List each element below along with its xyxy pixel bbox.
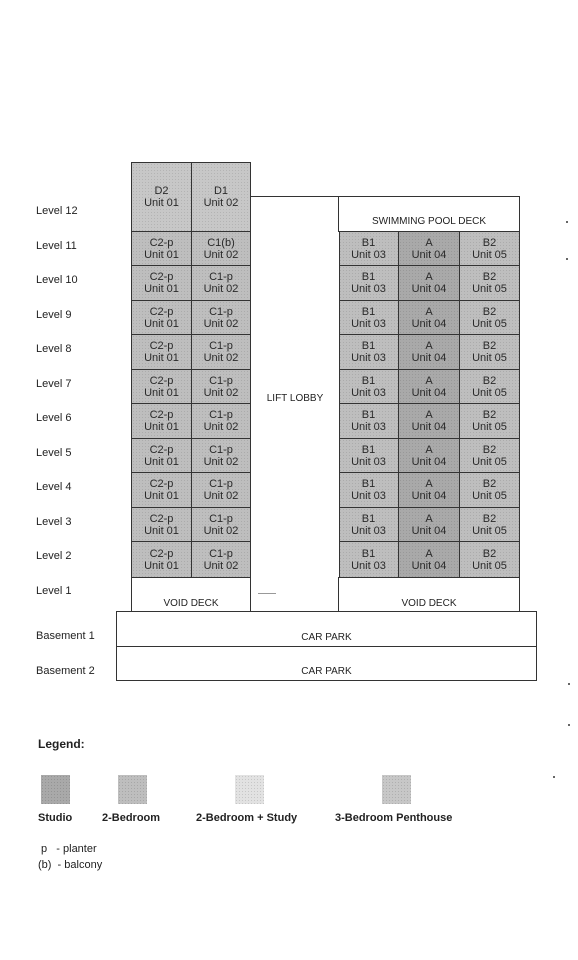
unit-cell-tower-b xyxy=(338,403,399,439)
unit-cell-tower-a xyxy=(131,403,192,439)
unit-cell-tower-b xyxy=(398,265,460,301)
car-park-2-label: CAR PARK xyxy=(301,666,352,677)
unit-number-label: Unit 04 xyxy=(411,524,447,537)
unit-type-label: A xyxy=(425,547,433,560)
unit-type-label: B2 xyxy=(482,271,497,283)
unit-number-label: Unit 04 xyxy=(411,352,447,364)
unit-type-label: C2-p xyxy=(149,374,174,387)
unit-type-label: B1 xyxy=(361,305,376,318)
lift-lobby xyxy=(250,196,340,600)
unit-cell-tower-a xyxy=(131,369,192,404)
unit-number-label: Unit 03 xyxy=(351,248,386,261)
unit-cell-tower-b xyxy=(459,541,520,578)
unit-number-label: Unit 02 xyxy=(203,248,239,261)
unit-cell-tower-a xyxy=(131,334,192,370)
unit-cell-tower-a xyxy=(191,265,251,301)
unit-type-label: C1-p xyxy=(209,340,233,352)
unit-number-label: Unit 02 xyxy=(203,317,239,330)
unit-number-label: Unit 04 xyxy=(411,283,447,295)
unit-number-label: Unit 03 xyxy=(351,524,386,537)
unit-type-label: D1 xyxy=(213,185,229,197)
unit-number-label: Unit 01 xyxy=(144,524,179,537)
unit-cell-tower-b xyxy=(459,265,520,301)
car-park-basement-1 xyxy=(116,611,537,647)
unit-number-label: Unit 02 xyxy=(203,197,239,209)
unit-type-label: A xyxy=(425,443,433,456)
legend-label-3-bedroom-penthouse: 3-Bedroom Penthouse xyxy=(335,812,453,824)
scan-speck xyxy=(566,258,568,260)
unit-cell-tower-a xyxy=(191,334,251,370)
unit-cell-tower-b xyxy=(398,438,460,473)
unit-number-label: Unit 04 xyxy=(411,490,447,502)
unit-type-label: C1-p xyxy=(209,305,233,318)
unit-number-label: Unit 02 xyxy=(203,386,239,399)
unit-cell-tower-b xyxy=(338,369,399,404)
car-park-1-label: CAR PARK xyxy=(301,632,352,643)
unit-cell-tower-a xyxy=(191,369,251,404)
unit-number-label: Unit 04 xyxy=(411,421,447,433)
unit-cell-tower-a xyxy=(191,472,251,508)
unit-number-label: Unit 03 xyxy=(351,490,386,502)
void-deck-right-label: VOID DECK xyxy=(401,598,457,609)
unit-number-label: Unit 05 xyxy=(472,455,507,468)
unit-number-label: Unit 05 xyxy=(472,283,507,295)
unit-number-label: Unit 01 xyxy=(144,386,179,399)
unit-cell-tower-a xyxy=(131,438,192,473)
unit-number-label: Unit 02 xyxy=(203,421,239,433)
level-label: Basement 1 xyxy=(36,630,95,642)
scan-speck xyxy=(553,776,555,778)
unit-cell-tower-b xyxy=(459,472,520,508)
void-deck-left-label: VOID DECK xyxy=(163,598,219,609)
unit-number-label: Unit 01 xyxy=(144,421,179,433)
unit-type-label: B2 xyxy=(482,305,497,318)
unit-type-label: C2-p xyxy=(149,236,174,249)
unit-cell-tower-b xyxy=(459,369,520,404)
unit-cell-tower-b xyxy=(459,507,520,542)
unit-type-label: C2-p xyxy=(149,271,174,283)
unit-type-label: B2 xyxy=(482,512,497,525)
unit-cell-tower-a xyxy=(191,231,251,266)
unit-type-label: B1 xyxy=(361,271,376,283)
unit-type-label: C2-p xyxy=(149,547,174,560)
unit-type-label: B1 xyxy=(361,374,376,387)
unit-type-label: C2-p xyxy=(149,512,174,525)
unit-cell-tower-a xyxy=(191,300,251,335)
unit-number-label: Unit 03 xyxy=(351,352,386,364)
unit-cell-tower-b xyxy=(398,541,460,578)
unit-number-label: Unit 01 xyxy=(144,283,179,295)
unit-type-label: C1(b) xyxy=(207,236,235,249)
unit-cell-tower-a xyxy=(131,231,192,266)
unit-type-label: A xyxy=(425,236,433,249)
unit-number-label: Unit 01 xyxy=(144,559,179,572)
swimming-pool-deck xyxy=(338,196,520,232)
unit-type-label: B1 xyxy=(361,512,376,525)
unit-type-label: B1 xyxy=(361,340,376,352)
unit-type-label: B2 xyxy=(482,340,497,352)
unit-cell-tower-a xyxy=(191,403,251,439)
unit-cell-tower-b xyxy=(338,472,399,508)
legend-note-balcony: (b) - balcony xyxy=(38,859,103,871)
unit-number-label: Unit 04 xyxy=(411,386,447,399)
swimming-pool-deck-label: SWIMMING POOL DECK xyxy=(371,216,487,227)
unit-cell-tower-b xyxy=(459,403,520,439)
unit-cell-tower-b xyxy=(398,300,460,335)
level-label: Basement 2 xyxy=(36,665,95,677)
unit-cell-tower-a xyxy=(131,507,192,542)
unit-cell-tower-b xyxy=(338,541,399,578)
level-label: Level 9 xyxy=(36,309,72,321)
unit-cell-tower-b xyxy=(398,334,460,370)
unit-cell-tower-b xyxy=(338,438,399,473)
unit-cell-tower-a xyxy=(131,162,192,232)
unit-number-label: Unit 01 xyxy=(144,197,179,209)
level-label: Level 7 xyxy=(36,378,72,390)
unit-number-label: Unit 03 xyxy=(351,283,386,295)
legend-swatch-2-bedroom-study xyxy=(235,775,264,804)
level-label: Level 10 xyxy=(36,274,78,286)
unit-type-label: C1-p xyxy=(209,271,233,283)
unit-number-label: Unit 03 xyxy=(351,559,386,572)
unit-type-label: B1 xyxy=(361,478,376,490)
unit-cell-tower-b xyxy=(398,403,460,439)
legend-label-2-bedroom-study: 2-Bedroom + Study xyxy=(196,812,298,824)
unit-cell-tower-a xyxy=(191,162,251,232)
unit-number-label: Unit 05 xyxy=(472,559,507,572)
unit-type-label: A xyxy=(425,409,433,421)
unit-number-label: Unit 02 xyxy=(203,283,239,295)
unit-cell-tower-a xyxy=(191,507,251,542)
unit-type-label: C2-p xyxy=(149,305,174,318)
unit-type-label: A xyxy=(425,340,433,352)
unit-type-label: B1 xyxy=(361,547,376,560)
level-label: Level 11 xyxy=(36,240,77,252)
unit-cell-tower-a xyxy=(191,438,251,473)
unit-number-label: Unit 04 xyxy=(411,559,447,572)
unit-number-label: Unit 02 xyxy=(203,524,239,537)
legend-label-2-bedroom: 2-Bedroom xyxy=(102,812,161,824)
unit-type-label: C1-p xyxy=(209,512,233,525)
unit-cell-tower-b xyxy=(338,334,399,370)
unit-type-label: D2 xyxy=(154,185,169,197)
legend-swatch-2-bedroom xyxy=(118,775,147,804)
unit-cell-tower-b xyxy=(338,300,399,335)
unit-number-label: Unit 02 xyxy=(203,490,239,502)
unit-number-label: Unit 05 xyxy=(472,524,507,537)
unit-number-label: Unit 02 xyxy=(203,352,239,364)
unit-type-label: A xyxy=(425,374,433,387)
unit-cell-tower-a xyxy=(191,541,251,578)
unit-cell-tower-b xyxy=(459,231,520,266)
unit-cell-tower-b xyxy=(398,231,460,266)
scan-speck xyxy=(566,221,568,223)
unit-type-label: B2 xyxy=(482,236,497,249)
unit-cell-tower-b xyxy=(398,369,460,404)
unit-number-label: Unit 03 xyxy=(351,455,386,468)
unit-number-label: Unit 03 xyxy=(351,386,386,399)
unit-type-label: C1-p xyxy=(209,478,233,490)
scan-speck xyxy=(258,593,276,594)
legend-swatch-3-bedroom-penthouse xyxy=(382,775,411,804)
unit-type-label: B2 xyxy=(482,478,497,490)
unit-cell-tower-a xyxy=(131,541,192,578)
unit-type-label: A xyxy=(425,478,433,490)
level-label: Level 6 xyxy=(36,412,72,424)
void-deck-right xyxy=(338,577,520,612)
unit-cell-tower-a xyxy=(131,265,192,301)
legend-title: Legend: xyxy=(38,737,85,751)
unit-type-label: C2-p xyxy=(149,340,174,352)
unit-type-label: C2-p xyxy=(149,409,174,421)
unit-type-label: A xyxy=(425,271,433,283)
unit-type-label: C1-p xyxy=(209,547,233,560)
unit-type-label: C1-p xyxy=(209,443,233,456)
level-label: Level 5 xyxy=(36,447,72,459)
scan-speck xyxy=(568,724,570,726)
unit-cell-tower-a xyxy=(131,472,192,508)
level-label: Level 4 xyxy=(36,481,72,493)
level-label: Level 12 xyxy=(36,205,78,217)
unit-number-label: Unit 05 xyxy=(472,421,507,433)
unit-type-label: B1 xyxy=(361,409,376,421)
scan-speck xyxy=(568,683,570,685)
unit-type-label: B2 xyxy=(482,374,497,387)
unit-type-label: B1 xyxy=(361,443,376,456)
unit-number-label: Unit 05 xyxy=(472,317,507,330)
unit-number-label: Unit 05 xyxy=(472,352,507,364)
unit-number-label: Unit 01 xyxy=(144,317,179,330)
unit-number-label: Unit 01 xyxy=(144,352,179,364)
lift-lobby-label: LIFT LOBBY xyxy=(266,393,324,404)
unit-cell-tower-a xyxy=(131,300,192,335)
legend-label-studio: Studio xyxy=(38,812,73,824)
unit-type-label: C1-p xyxy=(209,409,233,421)
unit-number-label: Unit 02 xyxy=(203,559,239,572)
unit-number-label: Unit 05 xyxy=(472,248,507,261)
level-label: Level 8 xyxy=(36,343,72,355)
unit-cell-tower-b xyxy=(459,300,520,335)
unit-number-label: Unit 04 xyxy=(411,455,447,468)
unit-number-label: Unit 05 xyxy=(472,490,507,502)
unit-number-label: Unit 04 xyxy=(411,248,447,261)
level-label: Level 2 xyxy=(36,550,72,562)
unit-type-label: B2 xyxy=(482,409,497,421)
unit-number-label: Unit 05 xyxy=(472,386,507,399)
unit-type-label: B1 xyxy=(361,236,376,249)
unit-cell-tower-b xyxy=(398,507,460,542)
unit-number-label: Unit 04 xyxy=(411,317,447,330)
legend-swatch-studio xyxy=(41,775,70,804)
unit-type-label: A xyxy=(425,512,433,525)
level-label: Level 3 xyxy=(36,516,72,528)
unit-cell-tower-b xyxy=(338,231,399,266)
unit-cell-tower-b xyxy=(459,334,520,370)
unit-number-label: Unit 01 xyxy=(144,490,179,502)
void-deck-left xyxy=(131,577,251,612)
legend-note-planter: p - planter xyxy=(41,843,97,855)
unit-type-label: B2 xyxy=(482,547,497,560)
unit-type-label: C2-p xyxy=(149,478,174,490)
unit-cell-tower-b xyxy=(338,507,399,542)
unit-type-label: C2-p xyxy=(149,443,174,456)
unit-number-label: Unit 01 xyxy=(144,455,179,468)
unit-type-label: B2 xyxy=(482,443,497,456)
unit-number-label: Unit 03 xyxy=(351,421,386,433)
level-label: Level 1 xyxy=(36,585,72,597)
car-park-basement-2 xyxy=(116,646,537,681)
unit-number-label: Unit 01 xyxy=(144,248,179,261)
unit-cell-tower-b xyxy=(459,438,520,473)
unit-cell-tower-b xyxy=(338,265,399,301)
unit-type-label: C1-p xyxy=(209,374,233,387)
unit-cell-tower-b xyxy=(398,472,460,508)
unit-number-label: Unit 03 xyxy=(351,317,386,330)
unit-number-label: Unit 02 xyxy=(203,455,239,468)
unit-type-label: A xyxy=(425,305,433,318)
